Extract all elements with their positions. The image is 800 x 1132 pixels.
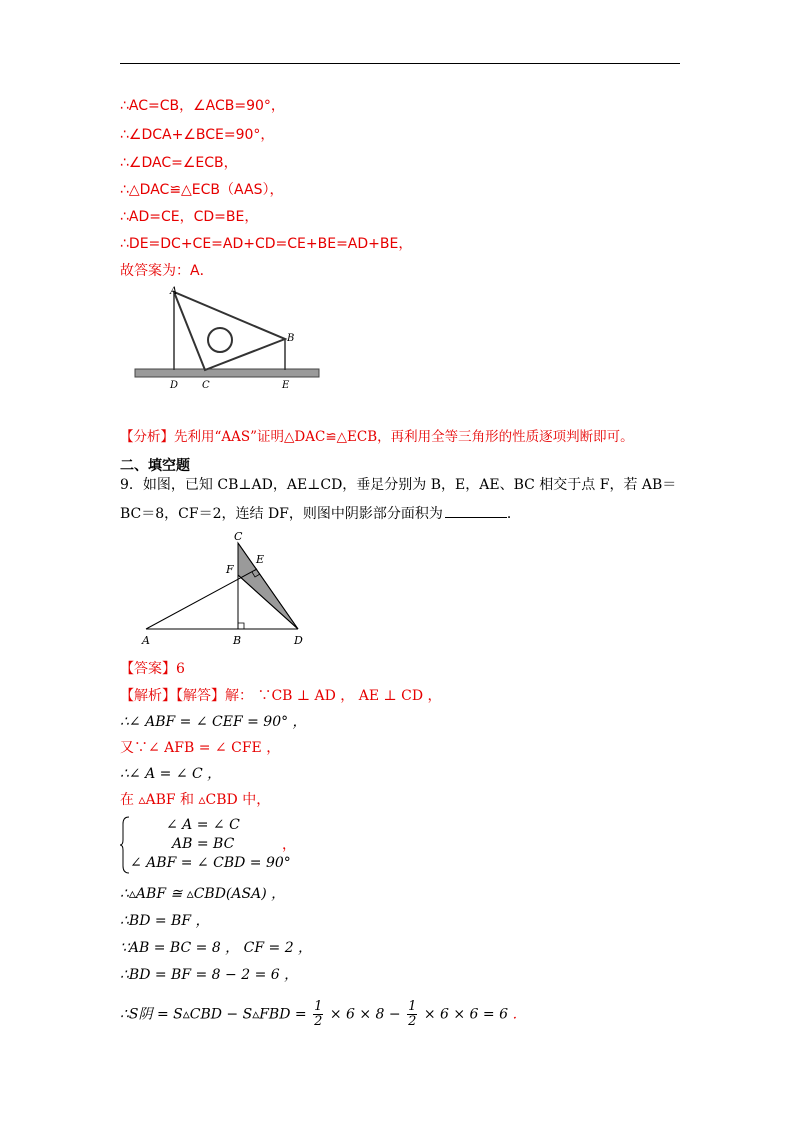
analysis-text: 【分析】先利用“AAS”证明△DAC≌△ECB，再利用全等三角形的性质逐项判断即可。 [120, 429, 634, 445]
solution-line-2: ∴∠ ABF = ∠ CEF = 90° ， [120, 714, 307, 730]
segment-CD [238, 543, 298, 629]
proof-line-1: ∴AC=CB，∠ACB=90°， [120, 98, 285, 114]
solution-line-9: ∴BD = BF = 8 − 2 = 6 ， [120, 967, 299, 983]
proof-line-3: ∴∠DAC=∠ECB， [120, 155, 238, 171]
label-F: F [226, 563, 234, 576]
area-formula-period: ． [512, 1006, 527, 1023]
label-C: C [202, 380, 210, 391]
label-A: A [142, 634, 150, 647]
label-E: E [256, 553, 265, 566]
solution-line-4: ∴∠ A = ∠ C ， [120, 766, 222, 782]
label-D: D [294, 634, 303, 647]
system-brace [120, 816, 130, 874]
solution-line-1: 【解析】【解答】解： ∵CB ⊥ AD ， AE ⊥ CD ， [120, 688, 442, 704]
solution-line-7: ∴BD = BF ， [120, 913, 210, 929]
answer-text: 【答案】6 [120, 661, 185, 677]
system-row-1: ∠ A = ∠ C [166, 817, 240, 833]
solution-line-3: 又∵∠ AFB = ∠ CFE ， [120, 740, 281, 756]
label-E: E [282, 380, 290, 391]
segment-FD [238, 575, 298, 629]
set-square-hole [208, 328, 232, 352]
fraction-half-1: $\frac{1}{2}$ [314, 999, 323, 1029]
right-angle-B [238, 623, 244, 629]
answer-blank [445, 503, 507, 518]
solution-line-10 [120, 1000, 526, 1029]
figure-triangle-ruler [130, 282, 325, 394]
set-square [174, 292, 285, 370]
system-comma: ， [282, 837, 296, 853]
proof-line-5: ∴AD=CE，CD=BE， [120, 209, 259, 225]
figure-shaded-triangle [138, 527, 310, 651]
question-line-2 [120, 503, 521, 523]
solution-line-5: 在 ▵ABF 和 ▵CBD 中， [120, 792, 271, 808]
equation-system [130, 816, 291, 873]
question-line-2-text: BC＝8，CF＝2，连结 DF，则图中阴影部分面积为 [120, 506, 443, 522]
label-C: C [234, 530, 243, 543]
label-A: A [170, 286, 178, 297]
area-formula-end: × 6 × 6 = 6 [423, 1006, 508, 1023]
label-B: B [233, 634, 242, 647]
header-rule [120, 63, 680, 64]
system-row-2: AB = BC [172, 836, 235, 852]
segment-AE [146, 569, 257, 629]
area-formula-mid: × 6 × 8 − [329, 1006, 401, 1023]
ground-bar [135, 369, 319, 377]
system-row-3: ∠ ABF = ∠ CBD = 90° [130, 855, 291, 871]
label-B: B [287, 333, 295, 344]
proof-line-6: ∴DE=DC+CE=AD+CD=CE+BE=AD+BE， [120, 236, 413, 252]
proof-line-2: ∴∠DCA+∠BCE=90°， [120, 127, 275, 143]
solution-line-8: ∵AB = BC = 8 ， CF = 2 ， [120, 940, 313, 956]
solution-line-6: ∴▵ABF ≅ ▵CBD(ASA) ， [120, 886, 286, 902]
fraction-half-2: $\frac{1}{2}$ [408, 999, 417, 1029]
area-formula-start: ∴S阴 = S▵CBD − S▵FBD = [120, 1006, 307, 1023]
proof-conclusion: 故答案为：A． [120, 263, 214, 279]
section-heading: 二、填空题 [120, 458, 190, 474]
question-line-1: 9．如图，已知 CB⊥AD，AE⊥CD，垂足分别为 B，E，AE、BC 相交于点 F，若 AB＝ [120, 477, 677, 493]
label-D: D [170, 380, 179, 391]
question-line-2-end: ． [506, 506, 521, 522]
proof-line-4: ∴△DAC≌△ECB（AAS）， [120, 182, 284, 198]
